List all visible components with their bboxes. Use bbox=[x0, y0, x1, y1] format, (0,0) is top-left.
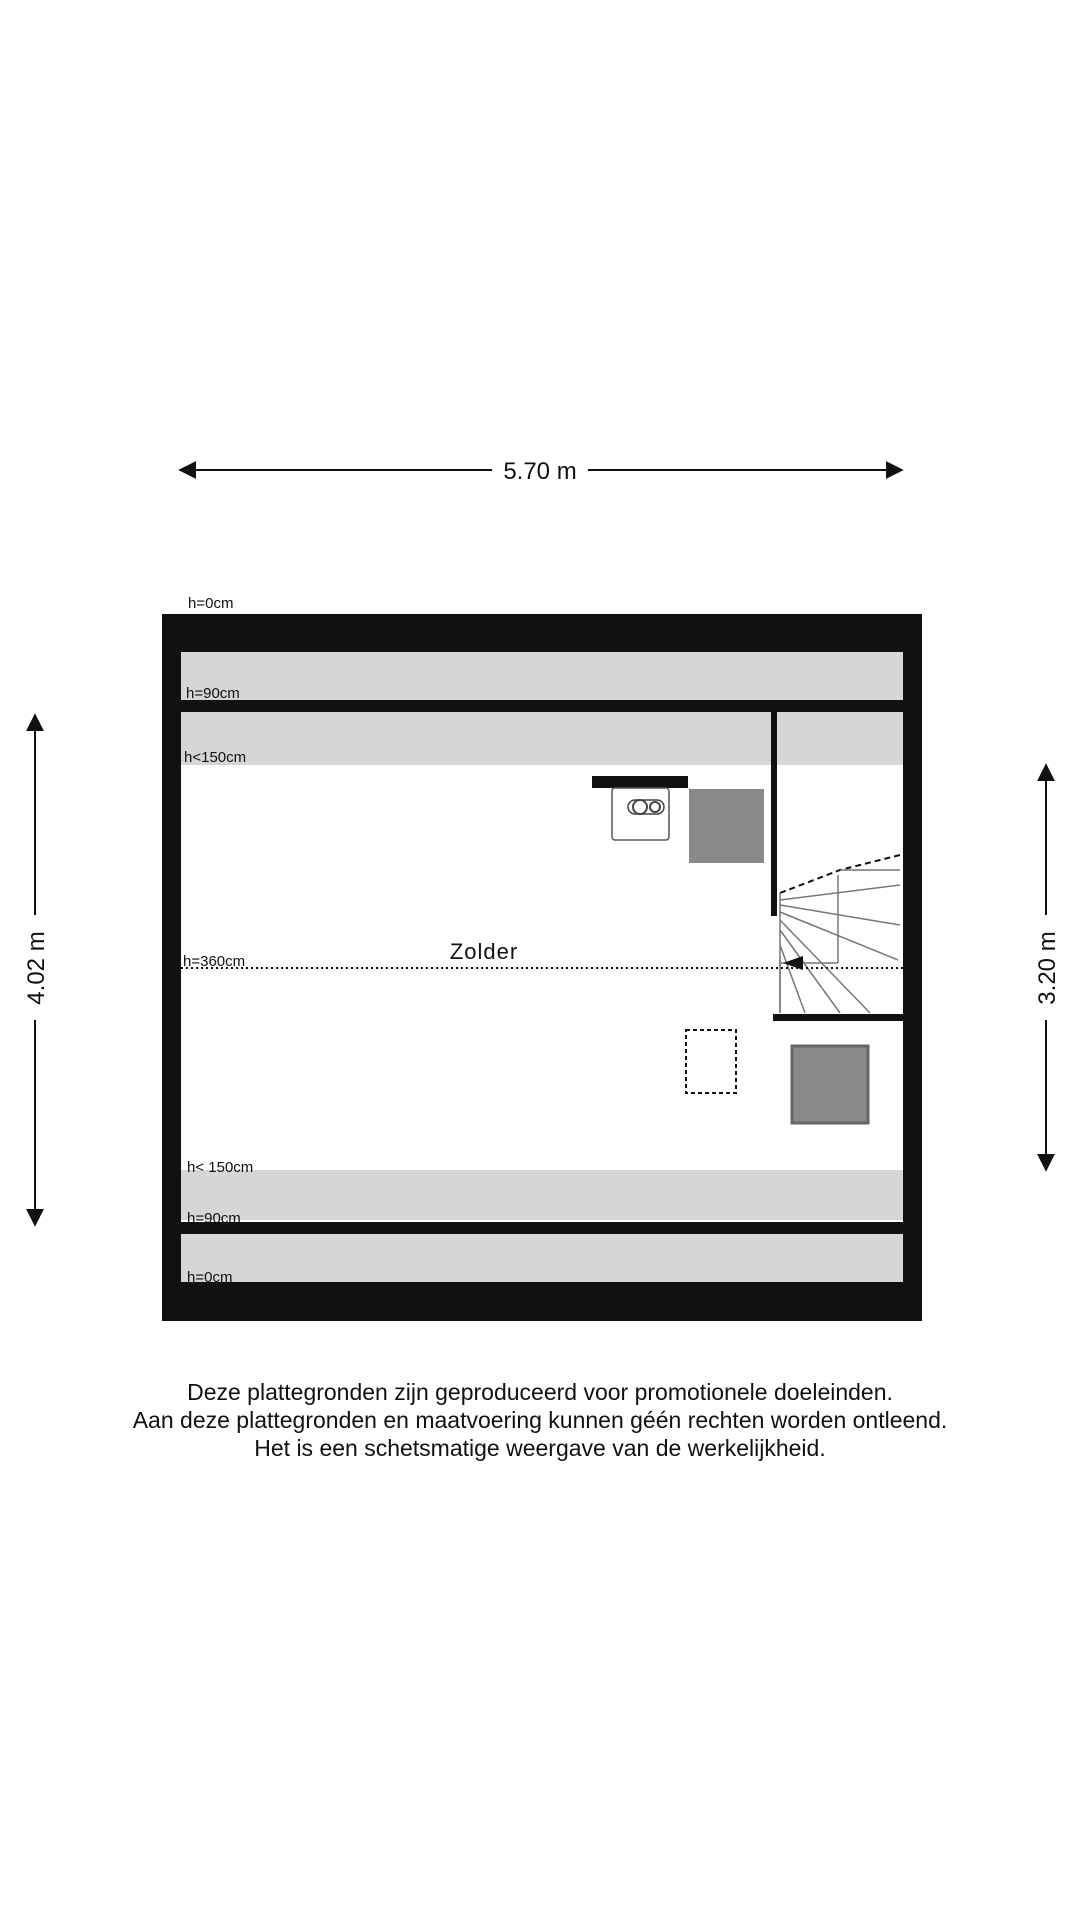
dimension-height-left bbox=[23, 715, 50, 1225]
room-label: Zolder bbox=[449, 939, 519, 964]
height-label-ridge: h=360cm bbox=[183, 953, 246, 970]
appliance-top bbox=[689, 789, 764, 863]
height-label-top-150: h<150cm bbox=[184, 749, 247, 766]
disclaimer-line: Het is een schetsmatige weergave van de werkelijkheid. bbox=[254, 1435, 826, 1461]
height-label-top-outer: h=0cm bbox=[188, 595, 234, 612]
height-label-bottom-150: h< 150cm bbox=[187, 1159, 254, 1176]
dimension-height-left-label: 4.02 m bbox=[23, 931, 50, 1005]
height-label-bottom-outer: h=0cm bbox=[187, 1269, 233, 1286]
low-zone-top-outer bbox=[181, 652, 903, 700]
height-label-top-knee: h=90cm bbox=[186, 685, 240, 702]
stair-wall-bottom bbox=[773, 1014, 903, 1021]
knee-wall-bottom bbox=[181, 1222, 903, 1234]
low-zone-bottom-150 bbox=[181, 1170, 903, 1220]
dimension-height-right-label: 3.20 m bbox=[1034, 931, 1061, 1005]
low-zone-bottom-outer bbox=[181, 1234, 903, 1282]
disclaimer-line: Aan deze plattegronden en maatvoering kunnen géén rechten worden ontleend. bbox=[132, 1407, 948, 1433]
disclaimer-line: Deze plattegronden zijn geproduceerd voor promotionele doeleinden. bbox=[187, 1379, 893, 1405]
stair-wall-left bbox=[771, 712, 777, 916]
disclaimer bbox=[40, 1378, 1040, 1462]
appliance-bottom bbox=[792, 1046, 868, 1123]
low-zone-top-150 bbox=[181, 712, 903, 765]
dimension-width-label: 5.70 m bbox=[503, 458, 577, 485]
roof-window bbox=[686, 1030, 736, 1093]
knee-wall-top bbox=[181, 700, 903, 712]
height-label-bottom-knee: h=90cm bbox=[187, 1210, 241, 1227]
dimension-width bbox=[180, 458, 902, 485]
dimension-height-right bbox=[1034, 765, 1061, 1170]
